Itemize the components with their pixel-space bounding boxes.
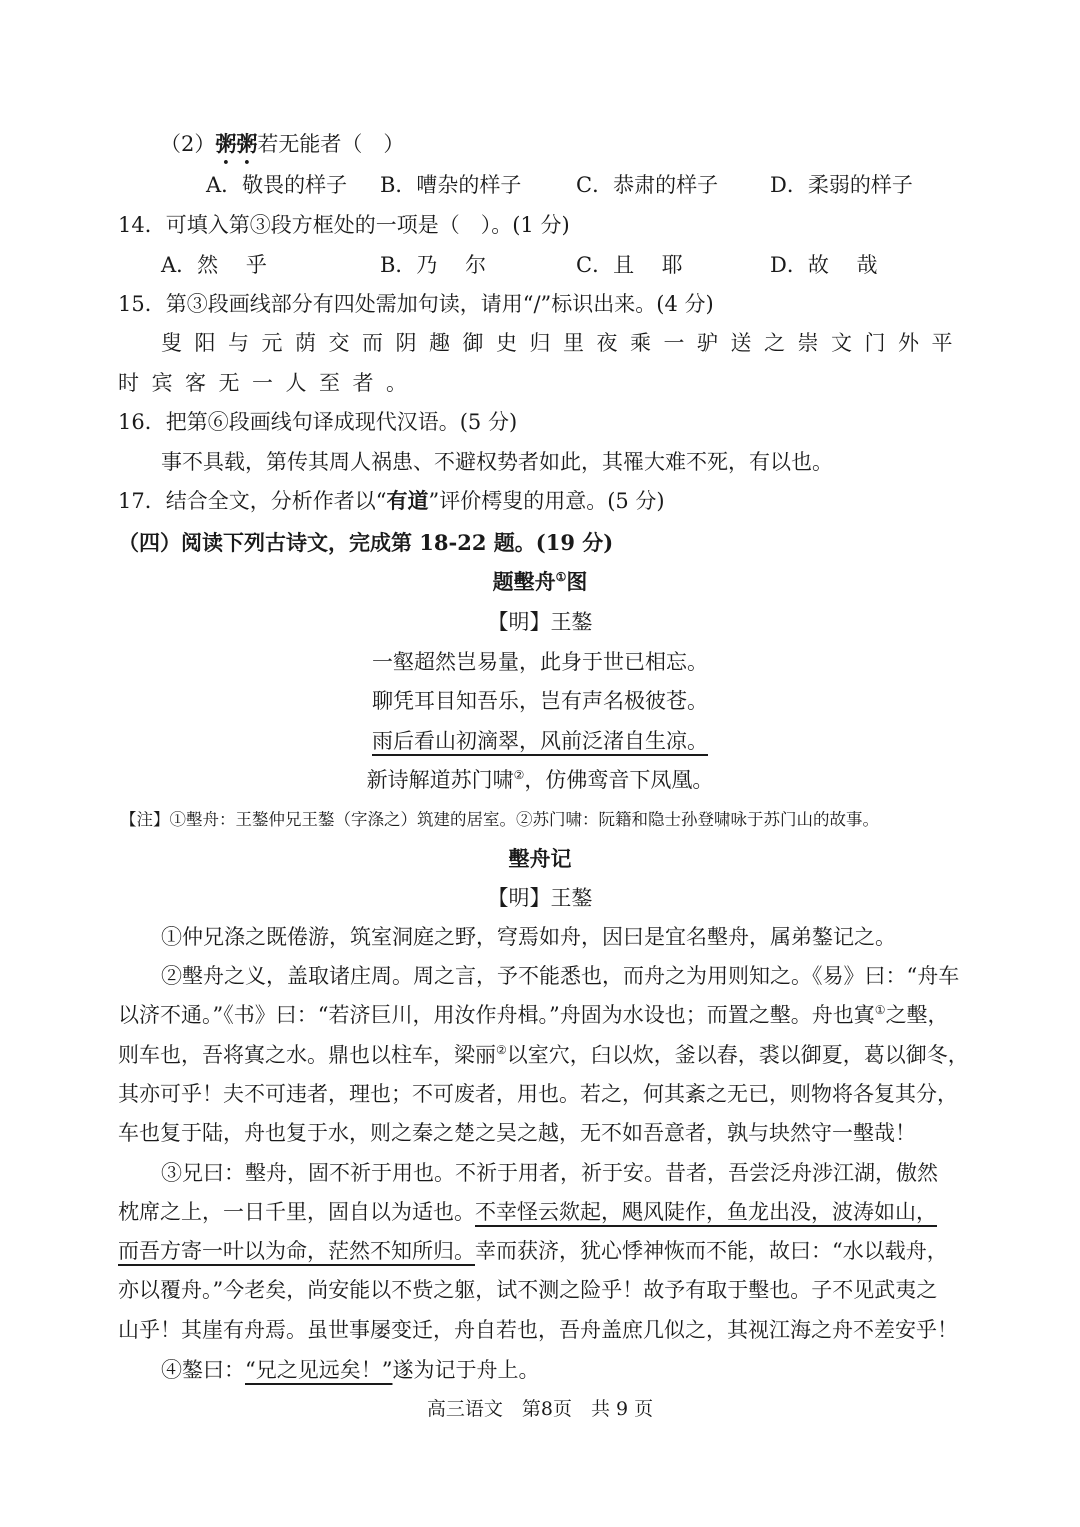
poem-note: 【注】①墼舟：王鏊仲兄王鏊（字涤之）筑建的居室。②苏门啸：阮籍和隐士孙登啸咏于苏门山的故事。: [120, 810, 879, 829]
option-a: A．然 乎: [161, 253, 267, 277]
prose-paragraph-2-line-3: 则车也，吾将寘之水。鼎也以柱车，梁丽②以室穴，臼以炊，釜以舂，裘以御夏，葛以御冬，: [118, 1043, 969, 1067]
underlined-passage: 不幸怪云欻起，飓风陡作，鱼龙出没，波涛如山，: [475, 1200, 937, 1224]
prose-paragraph-2-line-1: ②墼舟之义，盖取诸庄周。周之言，予不能悉也，而舟之为用则知之。《易》曰：“舟车: [161, 964, 960, 988]
question-15-text-line2: 时宾客无一人至者。: [118, 371, 420, 395]
question-16-sentence: 事不具载，第传其周人祸患、不避权势者如此，其罹大难不死，有以也。: [161, 450, 833, 474]
prose-author: 【明】王鏊: [487, 886, 593, 910]
option-c: C．恭肃的样子: [576, 173, 719, 197]
question-13-2-stem: （2）粥粥若无能者（ ）: [160, 131, 405, 156]
option-b: B．嘈杂的样子: [380, 173, 522, 197]
option-a: A．敬畏的样子: [206, 173, 348, 197]
question-15-stem: 15．第③段画线部分有四处需加句读，请用“/”标识出来。(4 分): [118, 292, 714, 316]
prose-paragraph-3-line-2: 枕席之上，一日千里，固自以为适也。不幸怪云欻起，飓风陡作，鱼龙出没，波涛如山，: [118, 1200, 937, 1224]
underlined-passage: 而吾方寄一叶以为命，茫然不知所归。: [118, 1239, 475, 1263]
section-heading: （四）阅读下列古诗文，完成第 18-22 题。(19 分): [118, 530, 614, 555]
poem-line-3: 雨后看山初滴翠，风前泛渚自生凉。: [372, 729, 708, 753]
page-footer: 高三语文 第8页 共 9 页: [426, 1398, 654, 1420]
option-d: D．柔弱的样子: [770, 173, 913, 197]
option-b: B．乃 尔: [380, 253, 487, 277]
question-14-stem: 14．可填入第③段方框处的一项是（ ）。(1 分): [118, 213, 570, 237]
poem-line-2: 聊凭耳目知吾乐，岂有声名极彼苍。: [372, 689, 708, 713]
prose-paragraph-2-line-4: 其亦可乎！夫不可违者，理也；不可废者，用也。若之，何其紊之无已，则物将各复其分，: [118, 1082, 958, 1106]
prose-paragraph-2-line-2: 以济不通。”《书》曰：“若济巨川，用汝作舟楫。”舟固为水设也；而置之墼。舟也寘①之墼，: [118, 1003, 949, 1027]
prose-paragraph-3-line-3: 而吾方寄一叶以为命，茫然不知所归。幸而获济，犹心悸神恢而不能，故曰：“水以载舟，: [118, 1239, 948, 1263]
prose-title: 墼舟记: [508, 846, 572, 871]
prose-paragraph-3-line-4: 亦以覆舟。”今老矣，尚安能以不赀之躯，试不测之险乎！故予有取于墼也。子不见武夷之: [118, 1278, 938, 1302]
question-17-stem: 17．结合全文，分析作者以“有道”评价樗叟的用意。(5 分): [118, 488, 665, 513]
poem-title: 题墼舟①图: [492, 569, 588, 594]
prose-paragraph-2-line-5: 车也复于陆，舟也复于水，则之秦之楚之吴之越，无不如吾意者，孰与块然守一墼哉！: [118, 1121, 916, 1145]
poem-author: 【明】王鏊: [487, 610, 593, 634]
question-15-text-line1: 叟阳与元荫交而阴趣御史归里夜乘一驴送之崇文门外平: [161, 331, 965, 355]
poem-line-1: 一壑超然岂易量，此身于世已相忘。: [372, 650, 708, 674]
option-c: C．且 耶: [576, 253, 683, 277]
question-16-stem: 16．把第⑥段画线句译成现代汉语。(5 分): [118, 410, 518, 434]
option-d: D．故 哉: [770, 253, 878, 277]
prose-paragraph-4: ④鏊曰：“兄之见远矣！”遂为记于舟上。: [161, 1358, 540, 1382]
prose-paragraph-3-line-1: ③兄曰：墼舟，固不祈于用也。不祈于用者，祈于安。昔者，吾尝泛舟涉江湖，傲然: [161, 1161, 938, 1185]
prose-paragraph-1: ①仲兄涤之既倦游，筑室洞庭之野，穹焉如舟，因曰是宜名墼舟，属弟鏊记之。: [161, 925, 896, 949]
poem-line-4: 新诗解道苏门啸②，仿佛鸾音下凤凰。: [366, 768, 714, 792]
prose-paragraph-3-line-5: 山乎！其崖有舟焉。虽世事屡变迁，舟自若也，吾舟盖庶几似之，其视江海之舟不差安乎！: [118, 1318, 958, 1342]
underlined-quote: “兄之见远矣！”: [245, 1358, 393, 1382]
dotted-words: 粥粥: [215, 131, 258, 156]
key-phrase: 有道: [386, 488, 429, 513]
